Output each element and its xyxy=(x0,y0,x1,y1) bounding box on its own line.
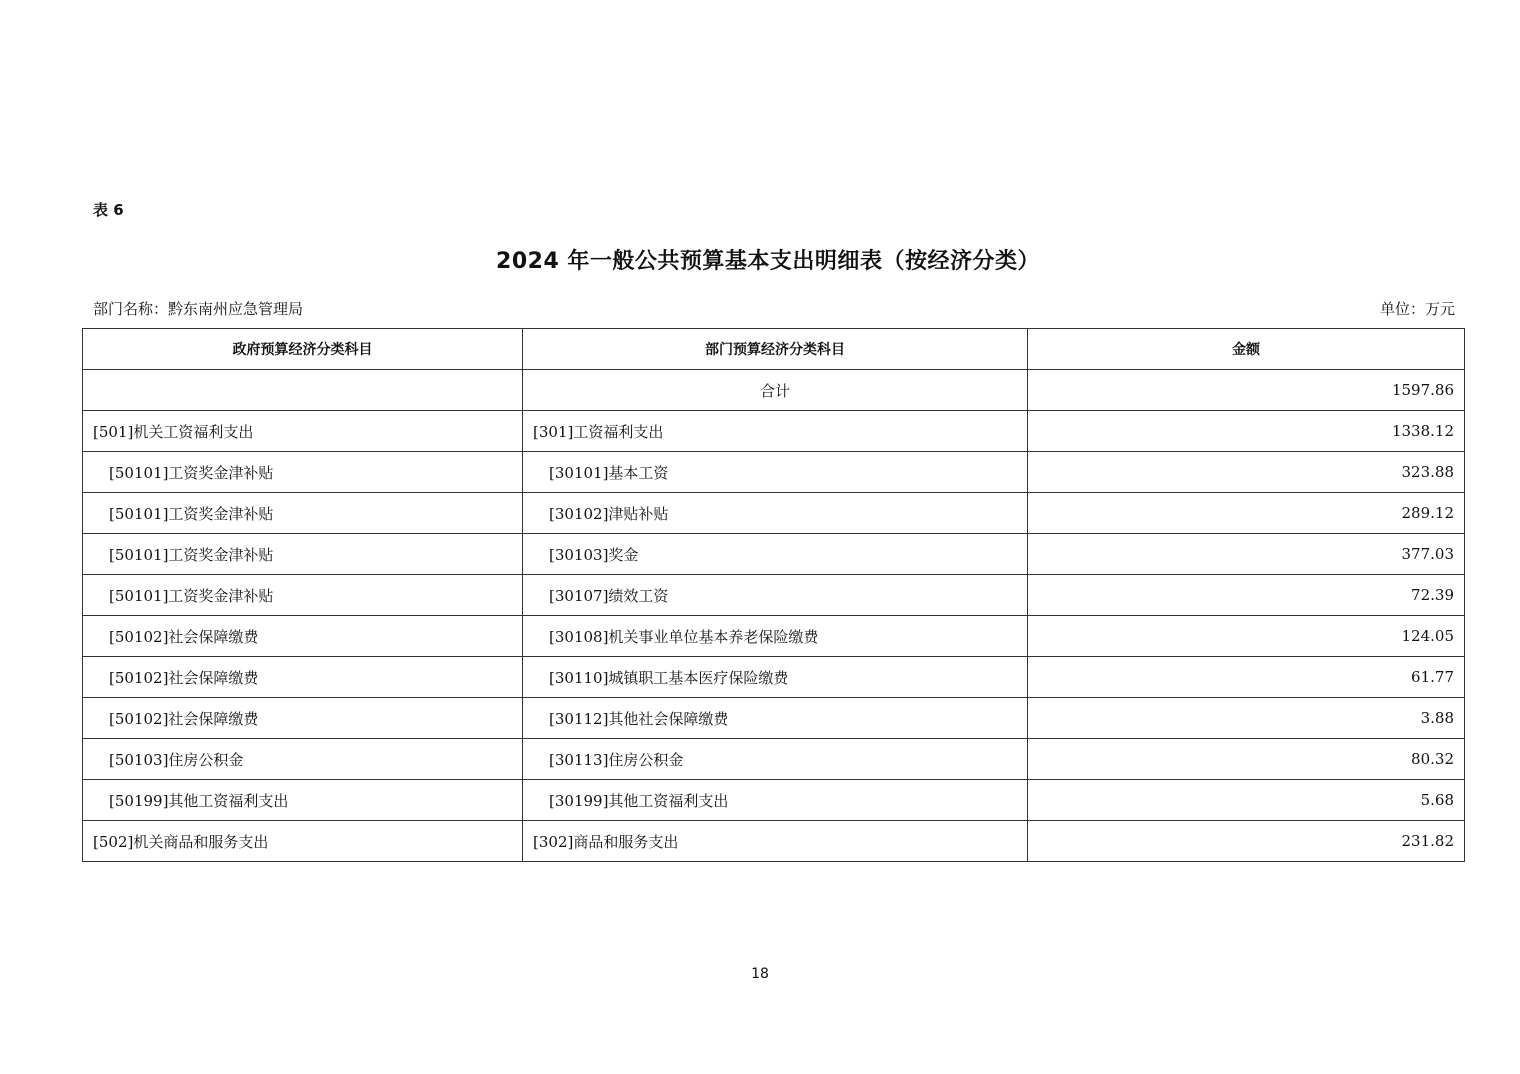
amount-cell: 289.12 xyxy=(1028,493,1465,534)
dept-category-cell: [30102]津贴补贴 xyxy=(523,493,1028,534)
table-row xyxy=(83,534,1465,575)
dept-category-cell: [302]商品和服务支出 xyxy=(523,821,1028,862)
gov-category-cell: [50101]工资奖金津补贴 xyxy=(83,534,523,575)
meta-row xyxy=(93,298,1455,319)
amount-cell: 80.32 xyxy=(1028,739,1465,780)
department-name: 部门名称：黔东南州应急管理局 xyxy=(93,300,304,318)
dept-category-cell: [30107]绩效工资 xyxy=(523,575,1028,616)
table-label: 表 6 xyxy=(93,201,124,219)
gov-category-cell: [501]机关工资福利支出 xyxy=(83,411,523,452)
table-row xyxy=(83,780,1465,821)
header-gov-category: 政府预算经济分类科目 xyxy=(83,329,523,370)
gov-category-cell: [50102]社会保障缴费 xyxy=(83,616,523,657)
header-dept-category: 部门预算经济分类科目 xyxy=(523,329,1028,370)
table-row xyxy=(83,452,1465,493)
dept-category-cell: [30101]基本工资 xyxy=(523,452,1028,493)
amount-cell: 61.77 xyxy=(1028,657,1465,698)
table-body xyxy=(83,370,1465,862)
table-row xyxy=(83,657,1465,698)
total-row xyxy=(83,370,1465,411)
amount-cell: 377.03 xyxy=(1028,534,1465,575)
amount-cell: 72.39 xyxy=(1028,575,1465,616)
amount-cell: 231.82 xyxy=(1028,821,1465,862)
dept-category-cell: [30108]机关事业单位基本养老保险缴费 xyxy=(523,616,1028,657)
gov-category-cell: [50101]工资奖金津补贴 xyxy=(83,493,523,534)
page-number: 18 xyxy=(751,966,769,982)
unit-label: 单位：万元 xyxy=(1379,300,1455,318)
dept-category-cell: [30103]奖金 xyxy=(523,534,1028,575)
amount-cell: 3.88 xyxy=(1028,698,1465,739)
amount-cell: 323.88 xyxy=(1028,452,1465,493)
table-row xyxy=(83,575,1465,616)
amount-cell: 5.68 xyxy=(1028,780,1465,821)
gov-category-cell: [50102]社会保障缴费 xyxy=(83,657,523,698)
gov-category-cell: [50199]其他工资福利支出 xyxy=(83,780,523,821)
total-amount-cell: 1597.86 xyxy=(1028,370,1465,411)
table-header-row xyxy=(83,329,1465,370)
amount-cell: 124.05 xyxy=(1028,616,1465,657)
table-row xyxy=(83,739,1465,780)
dept-category-cell: [30110]城镇职工基本医疗保险缴费 xyxy=(523,657,1028,698)
dept-category-cell: [301]工资福利支出 xyxy=(523,411,1028,452)
gov-category-cell: [50102]社会保障缴费 xyxy=(83,698,523,739)
gov-category-cell: [50103]住房公积金 xyxy=(83,739,523,780)
document-title: 2024 年一般公共预算基本支出明细表（按经济分类） xyxy=(496,249,1040,274)
table-row xyxy=(83,616,1465,657)
total-gov-cell xyxy=(83,370,523,411)
dept-category-cell: [30113]住房公积金 xyxy=(523,739,1028,780)
amount-cell: 1338.12 xyxy=(1028,411,1465,452)
dept-category-cell: [30112]其他社会保障缴费 xyxy=(523,698,1028,739)
budget-table xyxy=(82,328,1465,862)
table-row xyxy=(83,411,1465,452)
gov-category-cell: [50101]工资奖金津补贴 xyxy=(83,452,523,493)
total-label-cell: 合计 xyxy=(523,370,1028,411)
table-row xyxy=(83,821,1465,862)
gov-category-cell: [502]机关商品和服务支出 xyxy=(83,821,523,862)
gov-category-cell: [50101]工资奖金津补贴 xyxy=(83,575,523,616)
table-row xyxy=(83,698,1465,739)
dept-category-cell: [30199]其他工资福利支出 xyxy=(523,780,1028,821)
table-row xyxy=(83,493,1465,534)
header-amount: 金额 xyxy=(1028,329,1465,370)
